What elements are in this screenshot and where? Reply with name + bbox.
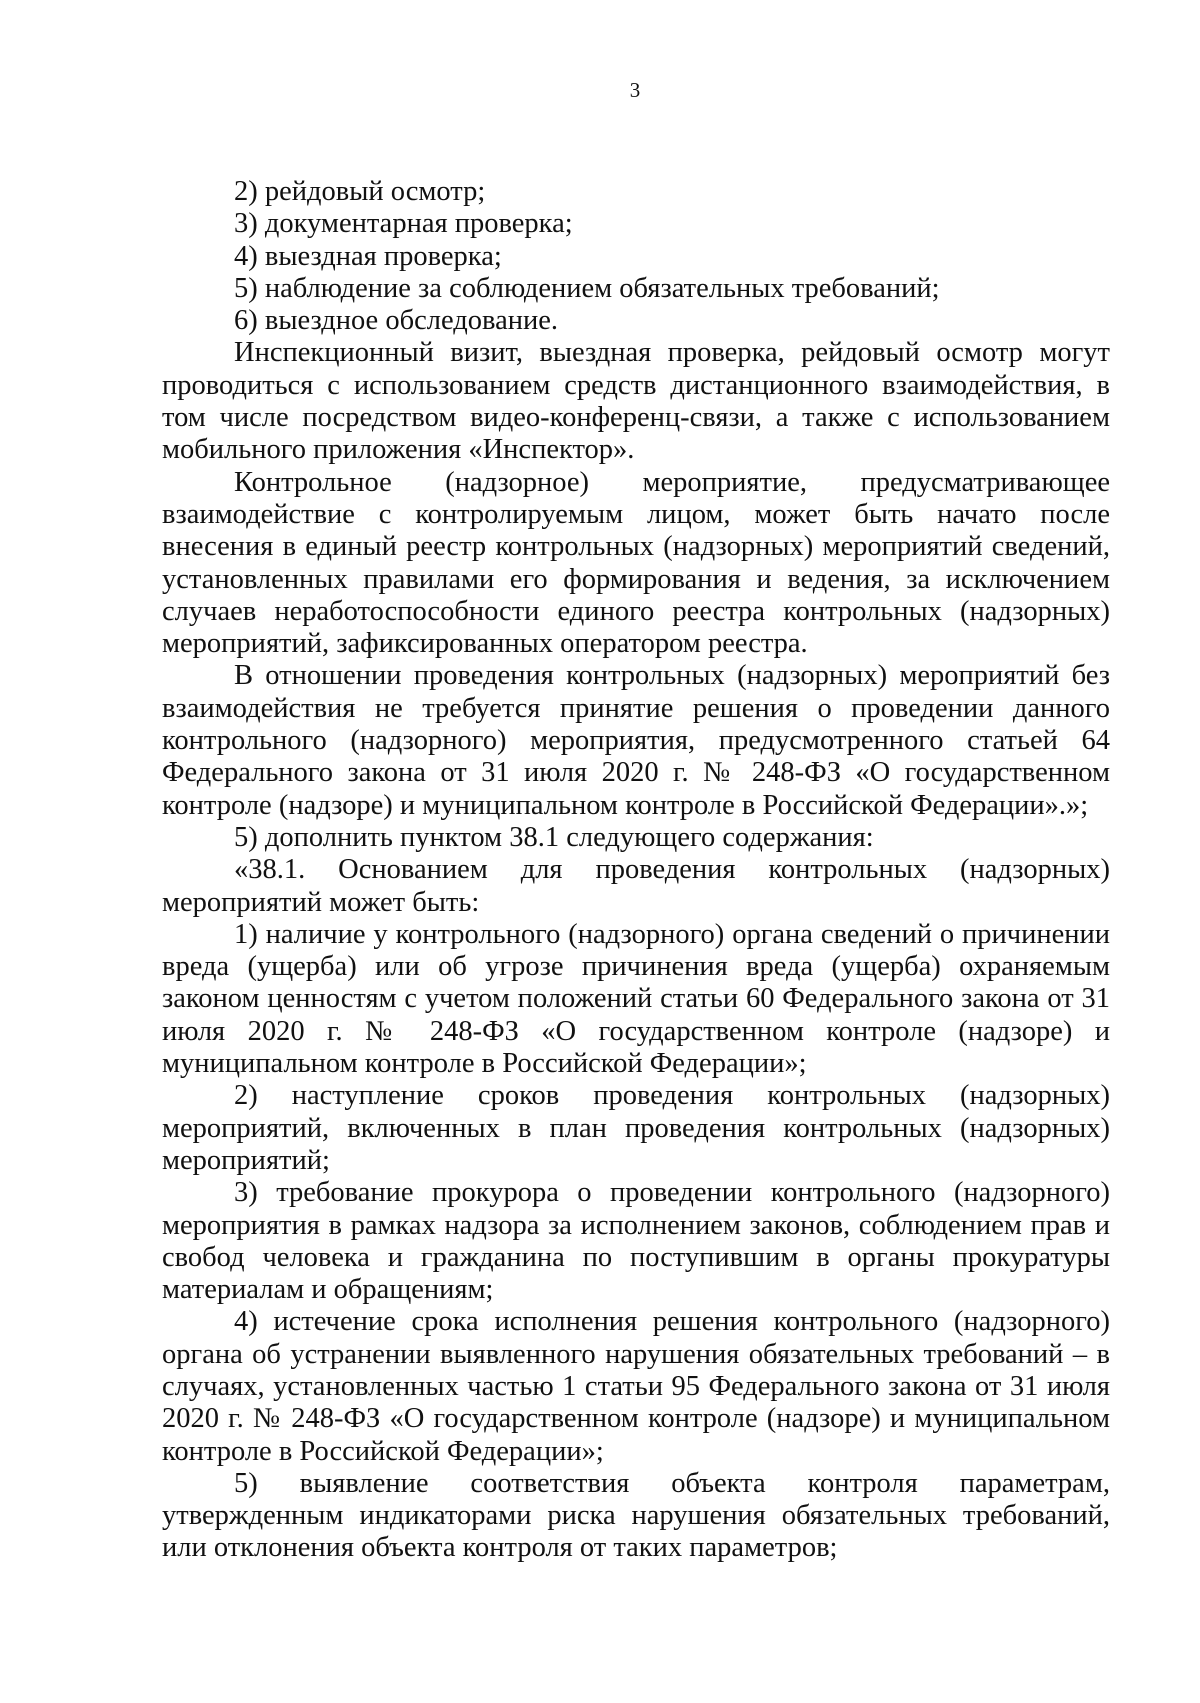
paragraph-ground-3: 3) требование прокурора о проведении контрольного (надзорного) мероприятия в рамках надзора за исполнением законов, соблюдением прав и свобод человека и гражданина по поступившим в органы прокуратуры материалам и обращениям; bbox=[162, 1177, 1110, 1306]
paragraph-ground-4: 4) истечение срока исполнения решения контрольного (надзорного) органа об устранении выявленного нарушения обязательных требований – в случаях, установленных частью 1 статьи 95 Федерального закона от 31 июля 2020 г. № 248-ФЗ «О государственном контроле (надзоре) и муниципальном контроле в Российской Федерации»; bbox=[162, 1306, 1110, 1467]
document-body bbox=[162, 176, 1110, 1565]
list-item-raid-inspection: 2) рейдовый осмотр; bbox=[234, 176, 486, 207]
paragraph-ground-1: 1) наличие у контрольного (надзорного) органа сведений о причинении вреда (ущерба) или об угрозе причинения вреда (ущерба) охраняемым законом ценностям с учетом положений статьи 60 Федерального закона от 31 июля 2020 г. № 248-ФЗ «О государственном контроле (надзоре) и муниципальном контроле в Российской Федерации»; bbox=[162, 918, 1110, 1080]
paragraph-ground-5: 5) выявление соответствия объекта контроля параметрам, утвержденным индикаторами риска нарушения обязательных требований, или отклонения объекта контроля от таких параметров; bbox=[162, 1467, 1110, 1564]
list-item-field-survey: 6) выездное обследование. bbox=[234, 305, 558, 337]
list-item-document-check: 3) документарная проверка; bbox=[234, 208, 573, 240]
paragraph-clause-38-1: «38.1. Основанием для проведения контрольных (надзорных) мероприятий может быть: bbox=[162, 854, 1110, 918]
list-item-observation: 5) наблюдение за соблюдением обязательных требований; bbox=[234, 272, 940, 304]
paragraph-registry-start: Контрольное (надзорное) мероприятие, предусматривающее взаимодействие с контролируемым лицом, может быть начато после внесения в единый реестр контрольных (надзорных) мероприятий сведений, установленных правилами его формирования и ведения, за исключением случаев неработоспособности единого реестра контрольных (надзорных) мероприятий, зафиксированных оператором реестра. bbox=[162, 466, 1110, 660]
paragraph-ground-2: 2) наступление сроков проведения контрольных (надзорных) мероприятий, включенных в план проведения контрольных (надзорных) мероприятий; bbox=[162, 1080, 1110, 1176]
paragraph-remote-interaction: Инспекционный визит, выездная проверка, рейдовый осмотр могут проводиться с использованием средств дистанционного взаимодействия, в том числе посредством видео-конференц-связи, а также с использованием мобильного приложения «Инспектор». bbox=[162, 337, 1110, 466]
paragraph-no-interaction: В отношении проведения контрольных (надзорных) мероприятий без взаимодействия не требуется принятие решения о проведении данного контрольного (надзорного) мероприятия, предусмотренного статьей 64 Федерального закона от 31 июля 2020 г. № 248-ФЗ «О государственном контроле (надзоре) и муниципальном контроле в Российской Федерации».»; bbox=[162, 660, 1110, 821]
paragraph-amendment-intro: 5) дополнить пунктом 38.1 следующего содержания: bbox=[234, 821, 874, 853]
page-number: 3 bbox=[629, 78, 641, 102]
list-item-field-check: 4) выездная проверка; bbox=[234, 240, 502, 272]
